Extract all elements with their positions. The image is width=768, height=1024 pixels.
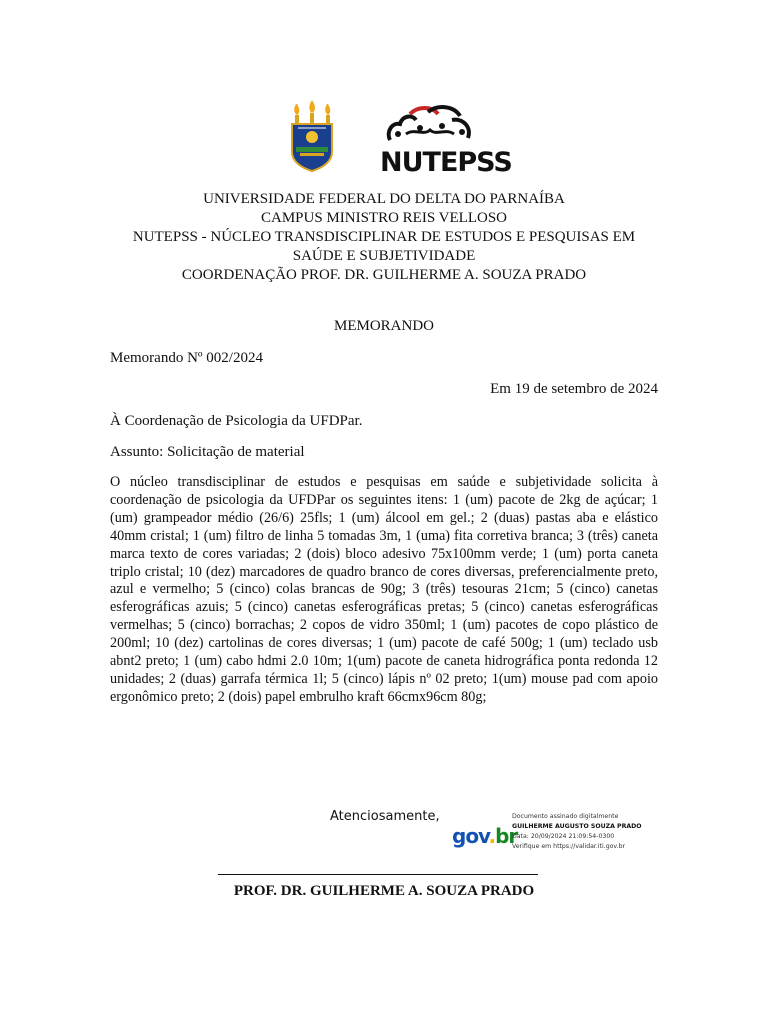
memo-title: MEMORANDO xyxy=(333,318,434,334)
logo-row xyxy=(0,98,768,184)
memo-recipient: À Coordenação de Psicologia da UFDPar. xyxy=(110,413,363,429)
nutepss-logo-text: NUTEPSS xyxy=(380,147,512,178)
govbr-digital-signature-stamp xyxy=(452,812,652,858)
header-campus: CAMPUS MINISTRO REIS VELLOSO xyxy=(260,210,507,226)
nutepss-figures-icon xyxy=(380,104,480,148)
header-university: UNIVERSIDADE FEDERAL DO DELTA DO PARNAÍBA xyxy=(203,191,565,207)
memo-subject: Assunto: Solicitação de material xyxy=(110,444,305,460)
memo-number: Memorando Nº 002/2024 xyxy=(110,350,263,366)
nutepss-logo xyxy=(380,104,512,182)
govbr-signature-info xyxy=(512,812,652,852)
closing-text: Atenciosamente, xyxy=(330,809,440,824)
govbr-signed-label: Documento assinado digitalmente xyxy=(512,813,619,820)
header-nucleus: NUTEPSS - NÚCLEO TRANSDISCIPLINAR DE ESTUDOS E PESQUISAS EM xyxy=(132,229,636,245)
govbr-verify-link[interactable]: Verifique em https://validar.iti.gov.br xyxy=(512,843,626,850)
govbr-logo: gov.br xyxy=(452,824,518,848)
torch-center-icon xyxy=(309,100,315,123)
memo-body: O núcleo transdisciplinar de estudos e pesquisas em saúde e subjetividade solicita à coordenação de psicologia da UFDPar os seguintes itens: 1 (um) pacote de 2kg de açúcar; 1 (um) grampeador médio (26/6) 25fls; 1 (um) álcool em gel.; 2 (duas) pastas aba e elástico 40mm cristal; 1 (um) filtro de linha 5 tomadas 3m, 1 (uma) fita corretiva branca; 3 (três) caneta marca texto de cores variadas; 2 (dois) bloco adesivo 75x100mm verde; 1 (um) porta caneta triplo cristal; 10 (dez) marcadores de quadro branco de cores diversas, preferencialmente preto, azul e vermelho; 5 (cinco) colas brancas de 90g; 3 (três) tesouras 21cm; 5 (cinco) canetas esferográficas azuis; 5 (cinco) canetas esferográficas pretas; 5 (cinco) canetas esferográficas vermelhas; 5 (cinco) borrachas; 2 copos de vidro 350ml; 1 (um) pacotes de copo plástico de 200ml; 10 (dez) cartolinas de cores diversas; 1 (um) pacote de café 500g; 1 (um) teclado usb abnt2 preto; 1 (um) cabo hdmi 2.0 10m; 1(um) pacote de caneta hidrográfica ponta redonda 12 unidades; 2 (duas) garrafa térmica 1l; 5 (cinco) lápis nº 02 preto; 1(um) mouse pad com apoio ergonômico preto; 2 (dois) papel embrulho kraft 66cmx96cm 80g; xyxy=(110,474,658,705)
torch-right-icon xyxy=(325,104,330,123)
memo-date: Em 19 de setembro de 2024 xyxy=(490,381,658,397)
header-nucleus-cont: SAÚDE E SUBJETIVIDADE xyxy=(292,248,476,264)
ufdpar-crest-logo xyxy=(284,100,340,172)
torch-left-icon xyxy=(294,104,299,123)
signature-name: PROF. DR. GUILHERME A. SOUZA PRADO xyxy=(233,883,535,899)
signature-line xyxy=(218,874,538,875)
govbr-sign-date: Data: 20/09/2024 21:09:54-0300 xyxy=(512,833,615,840)
institution-header xyxy=(100,190,668,285)
header-coordination: COORDENAÇÃO PROF. DR. GUILHERME A. SOUZA PRADO xyxy=(181,267,587,283)
govbr-signer-name: GUILHERME AUGUSTO SOUZA PRADO xyxy=(512,823,642,830)
